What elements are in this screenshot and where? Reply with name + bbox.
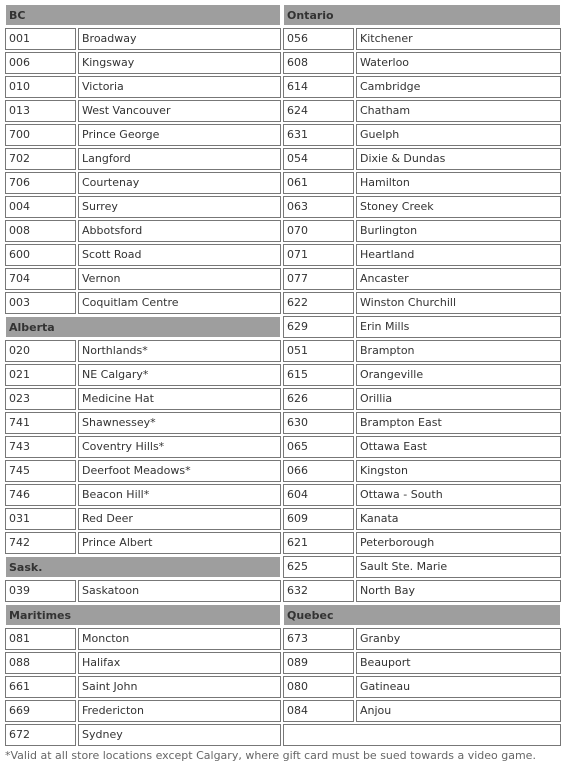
store-name: Ancaster (356, 268, 561, 290)
store-name: Kingsway (78, 52, 281, 74)
store-code: 088 (5, 652, 76, 674)
store-name: Beauport (356, 652, 561, 674)
store-code: 624 (283, 100, 354, 122)
section-header: Quebec (283, 604, 561, 626)
store-code: 065 (283, 436, 354, 458)
store-code: 608 (283, 52, 354, 74)
store-code: 626 (283, 388, 354, 410)
store-name: Langford (78, 148, 281, 170)
store-name: Heartland (356, 244, 561, 266)
store-code: 629 (283, 316, 354, 338)
store-code: 631 (283, 124, 354, 146)
store-code: 071 (283, 244, 354, 266)
store-name: Kitchener (356, 28, 561, 50)
left-column (4, 3, 282, 747)
store-code: 021 (5, 364, 76, 386)
store-code: 704 (5, 268, 76, 290)
store-name: Gatineau (356, 676, 561, 698)
left-store-table (4, 3, 282, 747)
store-name: Halifax (78, 652, 281, 674)
store-code: 706 (5, 172, 76, 194)
store-code: 013 (5, 100, 76, 122)
store-name: Vernon (78, 268, 281, 290)
store-name: Kingston (356, 460, 561, 482)
store-name: West Vancouver (78, 100, 281, 122)
store-code: 622 (283, 292, 354, 314)
store-name: Moncton (78, 628, 281, 650)
store-name: Dixie & Dundas (356, 148, 561, 170)
section-header: BC (5, 4, 281, 26)
store-code: 745 (5, 460, 76, 482)
store-name: Cambridge (356, 76, 561, 98)
store-code: 672 (5, 724, 76, 746)
store-name: Ottawa East (356, 436, 561, 458)
store-name: Saint John (78, 676, 281, 698)
store-code: 008 (5, 220, 76, 242)
store-name: Sault Ste. Marie (356, 556, 561, 578)
store-code: 630 (283, 412, 354, 434)
store-code: 700 (5, 124, 76, 146)
store-code: 632 (283, 580, 354, 602)
store-code: 020 (5, 340, 76, 362)
footnote: *Valid at all store locations except Calgary, where gift card must be sued towards a video game. (5, 749, 536, 762)
store-name: Hamilton (356, 172, 561, 194)
store-name: Medicine Hat (78, 388, 281, 410)
store-name: NE Calgary* (78, 364, 281, 386)
store-code: 604 (283, 484, 354, 506)
store-name: Peterborough (356, 532, 561, 554)
store-code: 673 (283, 628, 354, 650)
store-code: 621 (283, 532, 354, 554)
store-name: Erin Mills (356, 316, 561, 338)
store-name: Stoney Creek (356, 196, 561, 218)
store-name: Orangeville (356, 364, 561, 386)
store-name: Waterloo (356, 52, 561, 74)
store-code: 084 (283, 700, 354, 722)
store-name: Guelph (356, 124, 561, 146)
empty-cell (283, 724, 561, 746)
store-name: Prince Albert (78, 532, 281, 554)
section-header: Ontario (283, 4, 561, 26)
section-header: Alberta (5, 316, 281, 338)
store-code: 080 (283, 676, 354, 698)
store-code: 070 (283, 220, 354, 242)
store-name: Kanata (356, 508, 561, 530)
store-code: 081 (5, 628, 76, 650)
store-name: Victoria (78, 76, 281, 98)
section-header: Sask. (5, 556, 281, 578)
store-name: Coquitlam Centre (78, 292, 281, 314)
store-code: 743 (5, 436, 76, 458)
store-name: Burlington (356, 220, 561, 242)
store-code: 063 (283, 196, 354, 218)
store-name: Scott Road (78, 244, 281, 266)
store-name: Broadway (78, 28, 281, 50)
store-name: Red Deer (78, 508, 281, 530)
store-code: 051 (283, 340, 354, 362)
store-code: 077 (283, 268, 354, 290)
store-name: North Bay (356, 580, 561, 602)
store-name: Deerfoot Meadows* (78, 460, 281, 482)
store-code: 023 (5, 388, 76, 410)
store-code: 742 (5, 532, 76, 554)
store-code: 066 (283, 460, 354, 482)
store-code: 001 (5, 28, 76, 50)
store-name: Sydney (78, 724, 281, 746)
store-name: Saskatoon (78, 580, 281, 602)
store-code: 031 (5, 508, 76, 530)
store-name: Anjou (356, 700, 561, 722)
store-name: Brampton (356, 340, 561, 362)
store-name: Orillia (356, 388, 561, 410)
store-name: Winston Churchill (356, 292, 561, 314)
store-name: Coventry Hills* (78, 436, 281, 458)
store-name: Ottawa - South (356, 484, 561, 506)
store-name: Brampton East (356, 412, 561, 434)
store-name: Beacon Hill* (78, 484, 281, 506)
store-code: 600 (5, 244, 76, 266)
store-name: Chatham (356, 100, 561, 122)
store-name: Fredericton (78, 700, 281, 722)
store-code: 669 (5, 700, 76, 722)
store-code: 039 (5, 580, 76, 602)
store-name: Shawnessey* (78, 412, 281, 434)
store-code: 056 (283, 28, 354, 50)
store-code: 746 (5, 484, 76, 506)
store-code: 609 (283, 508, 354, 530)
store-code: 061 (283, 172, 354, 194)
store-code: 615 (283, 364, 354, 386)
store-name: Abbotsford (78, 220, 281, 242)
store-code: 010 (5, 76, 76, 98)
store-code: 741 (5, 412, 76, 434)
store-code: 006 (5, 52, 76, 74)
section-header: Maritimes (5, 604, 281, 626)
store-name: Surrey (78, 196, 281, 218)
store-name: Granby (356, 628, 561, 650)
store-code: 089 (283, 652, 354, 674)
store-code: 054 (283, 148, 354, 170)
store-name: Northlands* (78, 340, 281, 362)
store-code: 003 (5, 292, 76, 314)
store-name: Courtenay (78, 172, 281, 194)
right-store-table (282, 3, 562, 747)
store-code: 614 (283, 76, 354, 98)
store-name: Prince George (78, 124, 281, 146)
store-code: 004 (5, 196, 76, 218)
store-code: 702 (5, 148, 76, 170)
store-code: 625 (283, 556, 354, 578)
right-column (282, 3, 562, 747)
store-code: 661 (5, 676, 76, 698)
